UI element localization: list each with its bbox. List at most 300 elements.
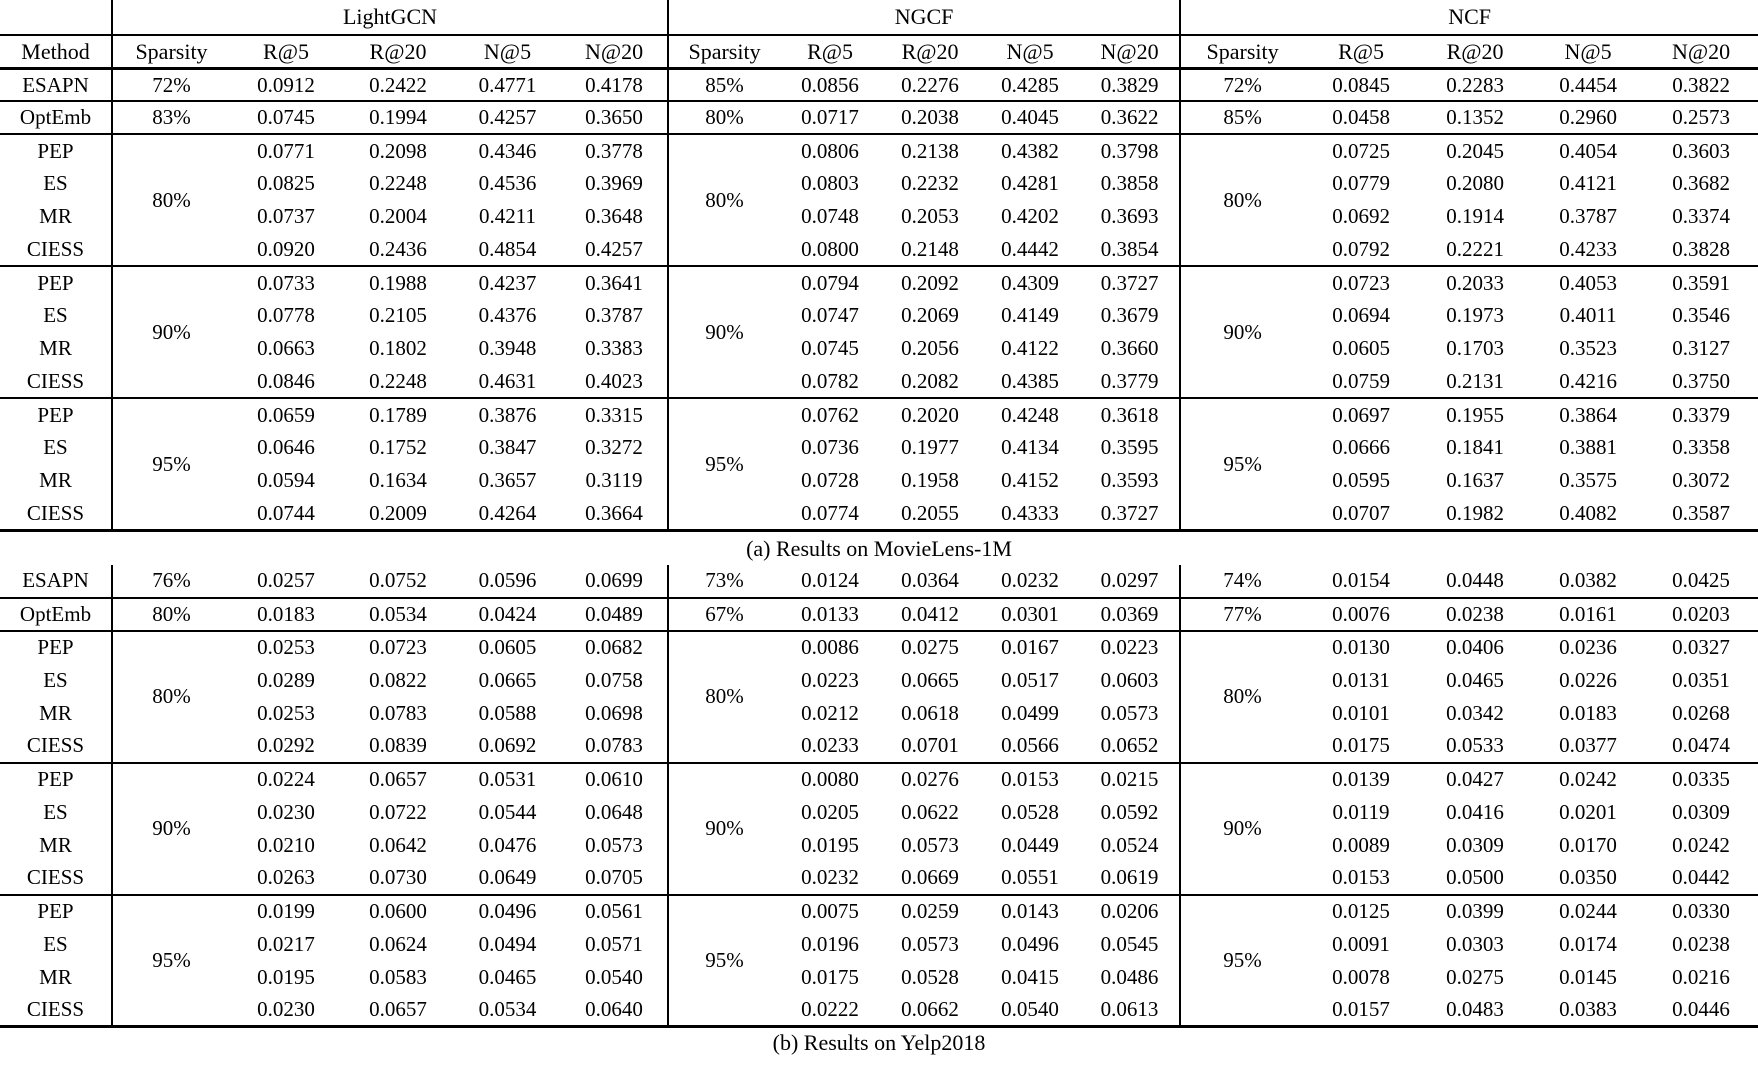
method-cell: ESAPN (0, 565, 112, 598)
table-row-optemb (0, 101, 1758, 134)
model-header-lightgcn: LightGCN (112, 0, 668, 35)
sparsity-cell: 80% (668, 631, 780, 763)
value-cell: 0.0846 (230, 365, 342, 398)
value-cell: 0.2082 (880, 365, 980, 398)
value-cell: 0.0275 (901, 635, 959, 660)
value-cell: 0.4382 (1001, 138, 1059, 163)
value-cell: 0.3379 (1672, 402, 1730, 427)
value-cell: 0.0794 (801, 270, 859, 295)
table-row-ciess (0, 365, 1758, 398)
value-cell: 0.0613 (1080, 994, 1180, 1027)
value-cell: 0.4442 (980, 233, 1080, 266)
value-cell: 0.4216 (1532, 365, 1644, 398)
value-cell: 0.0236 (1559, 635, 1617, 660)
value-cell: 0.0783 (369, 700, 427, 725)
value-cell: 0.0573 (901, 931, 959, 956)
value-cell: 0.4854 (454, 233, 561, 266)
value-cell: 0.3127 (1672, 336, 1730, 361)
value-cell: 0.0232 (980, 565, 1080, 598)
value-cell: 0.0618 (901, 700, 959, 725)
value-cell: 0.0723 (1332, 270, 1390, 295)
value-cell: 0.0195 (257, 964, 315, 989)
value-cell: 0.0649 (454, 862, 561, 895)
value-cell: 0.0131 (1332, 667, 1390, 692)
value-cell: 0.0659 (257, 402, 315, 427)
value-cell: 0.0199 (257, 899, 315, 924)
value-cell: 0.3575 (1559, 468, 1617, 493)
value-cell: 0.0203 (1644, 598, 1758, 631)
value-cell: 0.0736 (801, 435, 859, 460)
value-cell: 0.3828 (1644, 233, 1758, 266)
value-cell: 0.2283 (1418, 68, 1532, 101)
value-cell: 0.0212 (801, 700, 859, 725)
table-row-optemb (0, 598, 1758, 631)
value-cell: 0.1914 (1446, 204, 1504, 229)
value-cell: 0.0076 (1304, 598, 1418, 631)
value-cell: 0.2009 (342, 497, 454, 530)
value-cell: 0.0699 (561, 565, 668, 598)
value-cell: 0.0752 (342, 565, 454, 598)
method-cell: PEP (37, 270, 74, 295)
caption-movielens: (a) Results on MovieLens-1M (746, 535, 1012, 561)
method-cell: MR (39, 204, 72, 229)
value-cell: 0.4134 (1001, 435, 1059, 460)
value-cell: 0.3727 (1080, 497, 1180, 530)
value-cell: 0.3854 (1080, 233, 1180, 266)
value-cell: 0.0745 (230, 101, 342, 134)
metric-column-header: N@20 (1644, 35, 1758, 68)
value-cell: 0.0839 (342, 730, 454, 763)
value-cell: 0.0275 (1446, 964, 1504, 989)
value-cell: 0.2422 (342, 68, 454, 101)
sparsity-cell: 72% (112, 68, 230, 101)
value-cell: 0.0920 (230, 233, 342, 266)
table-row-ciess (0, 730, 1758, 763)
value-cell: 0.4536 (478, 171, 537, 196)
metric-column-header: R@20 (1418, 35, 1532, 68)
caption-yelp: (b) Results on Yelp2018 (772, 1030, 986, 1055)
value-cell: 0.0496 (1001, 931, 1059, 956)
value-cell: 0.0701 (880, 730, 980, 763)
method-column-header: Method (0, 35, 112, 68)
value-cell: 0.0594 (257, 468, 315, 493)
value-cell: 0.0747 (801, 303, 859, 328)
value-cell: 0.4309 (1001, 270, 1059, 295)
value-cell: 0.1982 (1418, 497, 1532, 530)
value-cell: 0.4346 (478, 138, 537, 163)
value-cell: 0.0425 (1644, 565, 1758, 598)
value-cell: 0.0663 (257, 336, 315, 361)
value-cell: 0.0175 (1304, 730, 1418, 763)
value-cell: 0.0744 (230, 497, 342, 530)
value-cell: 0.0399 (1446, 899, 1504, 924)
movielens-results-table-slot (0, 0, 1758, 532)
value-cell: 0.4631 (454, 365, 561, 398)
value-cell: 0.0697 (1332, 402, 1390, 427)
value-cell: 0.0800 (780, 233, 880, 266)
value-cell: 0.0091 (1332, 931, 1390, 956)
value-cell: 0.0143 (1001, 899, 1059, 924)
value-cell: 0.0301 (980, 598, 1080, 631)
value-cell: 0.0912 (230, 68, 342, 101)
value-cell: 0.1789 (369, 402, 427, 427)
sparsity-cell: 95% (668, 895, 780, 1027)
value-cell: 0.0723 (369, 635, 427, 660)
value-cell: 0.0101 (1332, 700, 1390, 725)
value-cell: 0.3829 (1080, 68, 1180, 101)
value-cell: 0.0782 (780, 365, 880, 398)
metric-column-header: N@20 (1080, 35, 1180, 68)
value-cell: 0.0196 (801, 931, 859, 956)
value-cell: 0.0666 (1332, 435, 1390, 460)
value-cell: 0.3591 (1672, 270, 1730, 295)
value-cell: 0.0078 (1332, 964, 1390, 989)
value-cell: 0.2276 (880, 68, 980, 101)
value-cell: 0.3593 (1100, 468, 1159, 493)
value-cell: 0.0728 (801, 468, 859, 493)
value-cell: 0.0722 (369, 799, 427, 824)
value-cell: 0.3383 (585, 336, 643, 361)
value-cell: 0.0230 (257, 799, 315, 824)
value-cell: 0.0610 (585, 767, 643, 792)
method-cell: CIESS (0, 862, 112, 895)
value-cell: 0.4454 (1532, 68, 1644, 101)
value-cell: 0.4233 (1532, 233, 1644, 266)
value-cell: 0.0253 (257, 635, 315, 660)
value-cell: 0.3876 (478, 402, 537, 427)
table-row-ciess (0, 233, 1758, 266)
table-row-pep (0, 895, 1758, 928)
value-cell: 0.0364 (880, 565, 980, 598)
value-cell: 0.0717 (780, 101, 880, 134)
value-cell: 0.3641 (585, 270, 643, 295)
value-cell: 0.3787 (585, 303, 643, 328)
value-cell: 0.1841 (1446, 435, 1504, 460)
value-cell: 0.0124 (780, 565, 880, 598)
value-cell: 0.3618 (1100, 402, 1159, 427)
value-cell: 0.0669 (880, 862, 980, 895)
value-cell: 0.3778 (585, 138, 643, 163)
value-cell: 0.1752 (369, 435, 427, 460)
metric-column-header: N@5 (1532, 35, 1644, 68)
table-row-es (0, 796, 1758, 829)
value-cell: 0.1977 (901, 435, 959, 460)
value-cell: 0.0268 (1672, 700, 1730, 725)
value-cell: 0.1634 (369, 468, 427, 493)
value-cell: 0.1958 (901, 468, 959, 493)
value-cell: 0.1352 (1418, 101, 1532, 134)
value-cell: 0.0517 (1001, 667, 1059, 692)
sparsity-cell: 73% (668, 565, 780, 598)
value-cell: 0.0725 (1332, 138, 1390, 163)
table-row-es (0, 431, 1758, 464)
value-cell: 0.0592 (1100, 799, 1159, 824)
value-cell: 0.0416 (1446, 799, 1504, 824)
value-cell: 0.0195 (801, 832, 859, 857)
value-cell: 0.2131 (1418, 365, 1532, 398)
sparsity-cell: 83% (112, 101, 230, 134)
value-cell: 0.2055 (880, 497, 980, 530)
table-row-esapn (0, 565, 1758, 598)
value-cell: 0.0705 (561, 862, 668, 895)
value-cell: 0.0415 (1001, 964, 1059, 989)
value-cell: 0.0531 (478, 767, 537, 792)
table-row-pep (0, 134, 1758, 167)
value-cell: 0.3374 (1672, 204, 1730, 229)
value-cell: 0.0350 (1532, 862, 1644, 895)
value-cell: 0.3595 (1100, 435, 1159, 460)
value-cell: 0.1703 (1446, 336, 1504, 361)
value-cell: 0.1988 (369, 270, 427, 295)
value-cell: 0.0309 (1672, 799, 1730, 824)
table-row-pep (0, 266, 1758, 299)
value-cell: 0.0825 (257, 171, 315, 196)
sparsity-cell: 90% (668, 266, 780, 398)
sparsity-cell: 85% (668, 68, 780, 101)
value-cell: 0.0442 (1644, 862, 1758, 895)
value-cell: 0.0201 (1559, 799, 1617, 824)
value-cell: 0.0665 (901, 667, 959, 692)
value-cell: 0.3881 (1559, 435, 1617, 460)
value-cell: 0.3969 (585, 171, 643, 196)
value-cell: 0.3587 (1644, 497, 1758, 530)
method-cell: CIESS (0, 994, 112, 1027)
sparsity-cell: 80% (112, 134, 230, 266)
table-row-es (0, 167, 1758, 200)
value-cell: 0.0486 (1100, 964, 1159, 989)
value-cell: 0.0206 (1100, 899, 1159, 924)
yelp-results-table-slot (0, 565, 1758, 1029)
value-cell: 0.4082 (1532, 497, 1644, 530)
metric-column-header: Sparsity (1180, 35, 1304, 68)
metric-column-header: Sparsity (668, 35, 780, 68)
value-cell: 0.0223 (1100, 635, 1159, 660)
method-cell: ES (43, 931, 68, 956)
value-cell: 0.0309 (1446, 832, 1504, 857)
value-cell: 0.0499 (1001, 700, 1059, 725)
value-cell: 0.0806 (801, 138, 859, 163)
value-cell: 0.0566 (980, 730, 1080, 763)
value-cell: 0.0292 (230, 730, 342, 763)
value-cell: 0.0383 (1532, 994, 1644, 1027)
value-cell: 0.0771 (257, 138, 315, 163)
value-cell: 0.0183 (230, 598, 342, 631)
value-cell: 0.0544 (478, 799, 537, 824)
value-cell: 0.4281 (1001, 171, 1059, 196)
value-cell: 0.4054 (1559, 138, 1617, 163)
value-cell: 0.0642 (369, 832, 427, 857)
value-cell: 0.4385 (980, 365, 1080, 398)
value-cell: 0.0446 (1644, 994, 1758, 1027)
value-cell: 0.3119 (585, 468, 643, 493)
value-cell: 0.4053 (1559, 270, 1617, 295)
value-cell: 0.3358 (1672, 435, 1730, 460)
value-cell: 0.0733 (257, 270, 315, 295)
value-cell: 0.0596 (454, 565, 561, 598)
value-cell: 0.4264 (454, 497, 561, 530)
value-cell: 0.0665 (478, 667, 537, 692)
value-cell: 0.0377 (1532, 730, 1644, 763)
method-cell: ES (43, 667, 68, 692)
value-cell: 0.0216 (1672, 964, 1730, 989)
table-row-pep (0, 398, 1758, 431)
sparsity-cell: 80% (112, 598, 230, 631)
value-cell: 0.0745 (801, 336, 859, 361)
value-cell: 0.3546 (1672, 303, 1730, 328)
value-cell: 0.4045 (980, 101, 1080, 134)
value-cell: 0.0540 (585, 964, 643, 989)
value-cell: 0.0603 (1100, 667, 1159, 692)
metric-column-header: N@20 (561, 35, 668, 68)
value-cell: 0.0167 (1001, 635, 1059, 660)
sparsity-cell: 85% (1180, 101, 1304, 134)
value-cell: 0.0086 (801, 635, 859, 660)
model-header-ncf: NCF (1180, 0, 1758, 35)
value-cell: 0.0217 (257, 931, 315, 956)
method-cell: ES (43, 799, 68, 824)
value-cell: 0.2232 (901, 171, 959, 196)
model-header-ngcf: NGCF (668, 0, 1180, 35)
value-cell: 0.4122 (1001, 336, 1059, 361)
method-cell: MR (39, 700, 72, 725)
value-cell: 0.0161 (1532, 598, 1644, 631)
value-cell: 0.0822 (369, 667, 427, 692)
sparsity-cell: 72% (1180, 68, 1304, 101)
value-cell: 0.0534 (454, 994, 561, 1027)
value-cell: 0.4121 (1559, 171, 1617, 196)
method-cell: MR (39, 964, 72, 989)
value-cell: 0.3858 (1100, 171, 1159, 196)
results-table-movielens (0, 0, 1758, 532)
value-cell: 0.0624 (369, 931, 427, 956)
sparsity-cell: 95% (112, 398, 230, 530)
value-cell: 0.0257 (230, 565, 342, 598)
sparsity-cell: 90% (668, 763, 780, 895)
value-cell: 0.2004 (369, 204, 427, 229)
value-cell: 0.0528 (1001, 799, 1059, 824)
value-cell: 0.0748 (801, 204, 859, 229)
value-cell: 0.1955 (1446, 402, 1504, 427)
sparsity-cell: 67% (668, 598, 780, 631)
metric-column-header: N@5 (454, 35, 561, 68)
value-cell: 0.4237 (478, 270, 537, 295)
value-cell: 0.0297 (1080, 565, 1180, 598)
value-cell: 0.4248 (1001, 402, 1059, 427)
table-row-es (0, 299, 1758, 332)
value-cell: 0.3072 (1672, 468, 1730, 493)
value-cell: 0.0170 (1559, 832, 1617, 857)
method-cell: MR (39, 336, 72, 361)
value-cell: 0.3727 (1100, 270, 1159, 295)
value-cell: 0.2053 (901, 204, 959, 229)
value-cell: 0.2045 (1446, 138, 1504, 163)
value-cell: 0.0242 (1672, 832, 1730, 857)
value-cell: 0.0524 (1100, 832, 1159, 857)
value-cell: 0.0692 (1332, 204, 1390, 229)
value-cell: 0.0657 (342, 994, 454, 1027)
value-cell: 0.0600 (369, 899, 427, 924)
value-cell: 0.0540 (980, 994, 1080, 1027)
value-cell: 0.0737 (257, 204, 315, 229)
value-cell: 0.1802 (369, 336, 427, 361)
value-cell: 0.0561 (585, 899, 643, 924)
value-cell: 0.3622 (1080, 101, 1180, 134)
value-cell: 0.0640 (561, 994, 668, 1027)
value-cell: 0.0583 (369, 964, 427, 989)
sparsity-cell: 74% (1180, 565, 1304, 598)
value-cell: 0.2092 (901, 270, 959, 295)
value-cell: 0.0458 (1304, 101, 1418, 134)
value-cell: 0.0449 (1001, 832, 1059, 857)
method-cell: CIESS (0, 730, 112, 763)
value-cell: 0.2038 (880, 101, 980, 134)
value-cell: 0.0230 (230, 994, 342, 1027)
value-cell: 0.0730 (342, 862, 454, 895)
sparsity-cell: 95% (1180, 398, 1304, 530)
value-cell: 0.0303 (1446, 931, 1504, 956)
value-cell: 0.4771 (454, 68, 561, 101)
value-cell: 0.0412 (880, 598, 980, 631)
value-cell: 0.1994 (342, 101, 454, 134)
value-cell: 0.2020 (901, 402, 959, 427)
value-cell: 0.3682 (1672, 171, 1730, 196)
value-cell: 0.0238 (1672, 931, 1730, 956)
value-cell: 0.3693 (1100, 204, 1159, 229)
method-cell: CIESS (0, 233, 112, 266)
value-cell: 0.2080 (1446, 171, 1504, 196)
table-row-ciess (0, 862, 1758, 895)
value-cell: 0.4202 (1001, 204, 1059, 229)
method-cell: CIESS (0, 365, 112, 398)
value-cell: 0.0648 (585, 799, 643, 824)
value-cell: 0.0183 (1559, 700, 1617, 725)
value-cell: 0.0232 (780, 862, 880, 895)
value-cell: 0.0075 (801, 899, 859, 924)
value-cell: 0.0534 (342, 598, 454, 631)
sparsity-cell: 80% (1180, 134, 1304, 266)
table-row-mr (0, 961, 1758, 994)
value-cell: 0.3657 (478, 468, 537, 493)
value-cell: 0.0205 (801, 799, 859, 824)
value-cell: 0.0145 (1559, 964, 1617, 989)
value-cell: 0.2573 (1644, 101, 1758, 134)
value-cell: 0.0694 (1332, 303, 1390, 328)
value-cell: 0.0133 (780, 598, 880, 631)
value-cell: 0.0244 (1559, 899, 1617, 924)
value-cell: 0.0662 (880, 994, 980, 1027)
value-cell: 0.2436 (342, 233, 454, 266)
value-cell: 0.0476 (478, 832, 537, 857)
table-row-pep (0, 631, 1758, 664)
value-cell: 0.2248 (342, 365, 454, 398)
value-cell: 0.0792 (1304, 233, 1418, 266)
value-cell: 0.4257 (561, 233, 668, 266)
value-cell: 0.0698 (585, 700, 643, 725)
value-cell: 0.2098 (369, 138, 427, 163)
sparsity-cell: 77% (1180, 598, 1304, 631)
value-cell: 0.0382 (1532, 565, 1644, 598)
value-cell: 0.0652 (1080, 730, 1180, 763)
value-cell: 0.0369 (1080, 598, 1180, 631)
metric-column-header: R@5 (1304, 35, 1418, 68)
value-cell: 0.0351 (1672, 667, 1730, 692)
value-cell: 0.0573 (901, 832, 959, 857)
value-cell: 0.0762 (801, 402, 859, 427)
value-cell: 0.0233 (780, 730, 880, 763)
method-cell: ESAPN (0, 68, 112, 101)
metric-column-header: R@20 (880, 35, 980, 68)
value-cell: 0.0803 (801, 171, 859, 196)
